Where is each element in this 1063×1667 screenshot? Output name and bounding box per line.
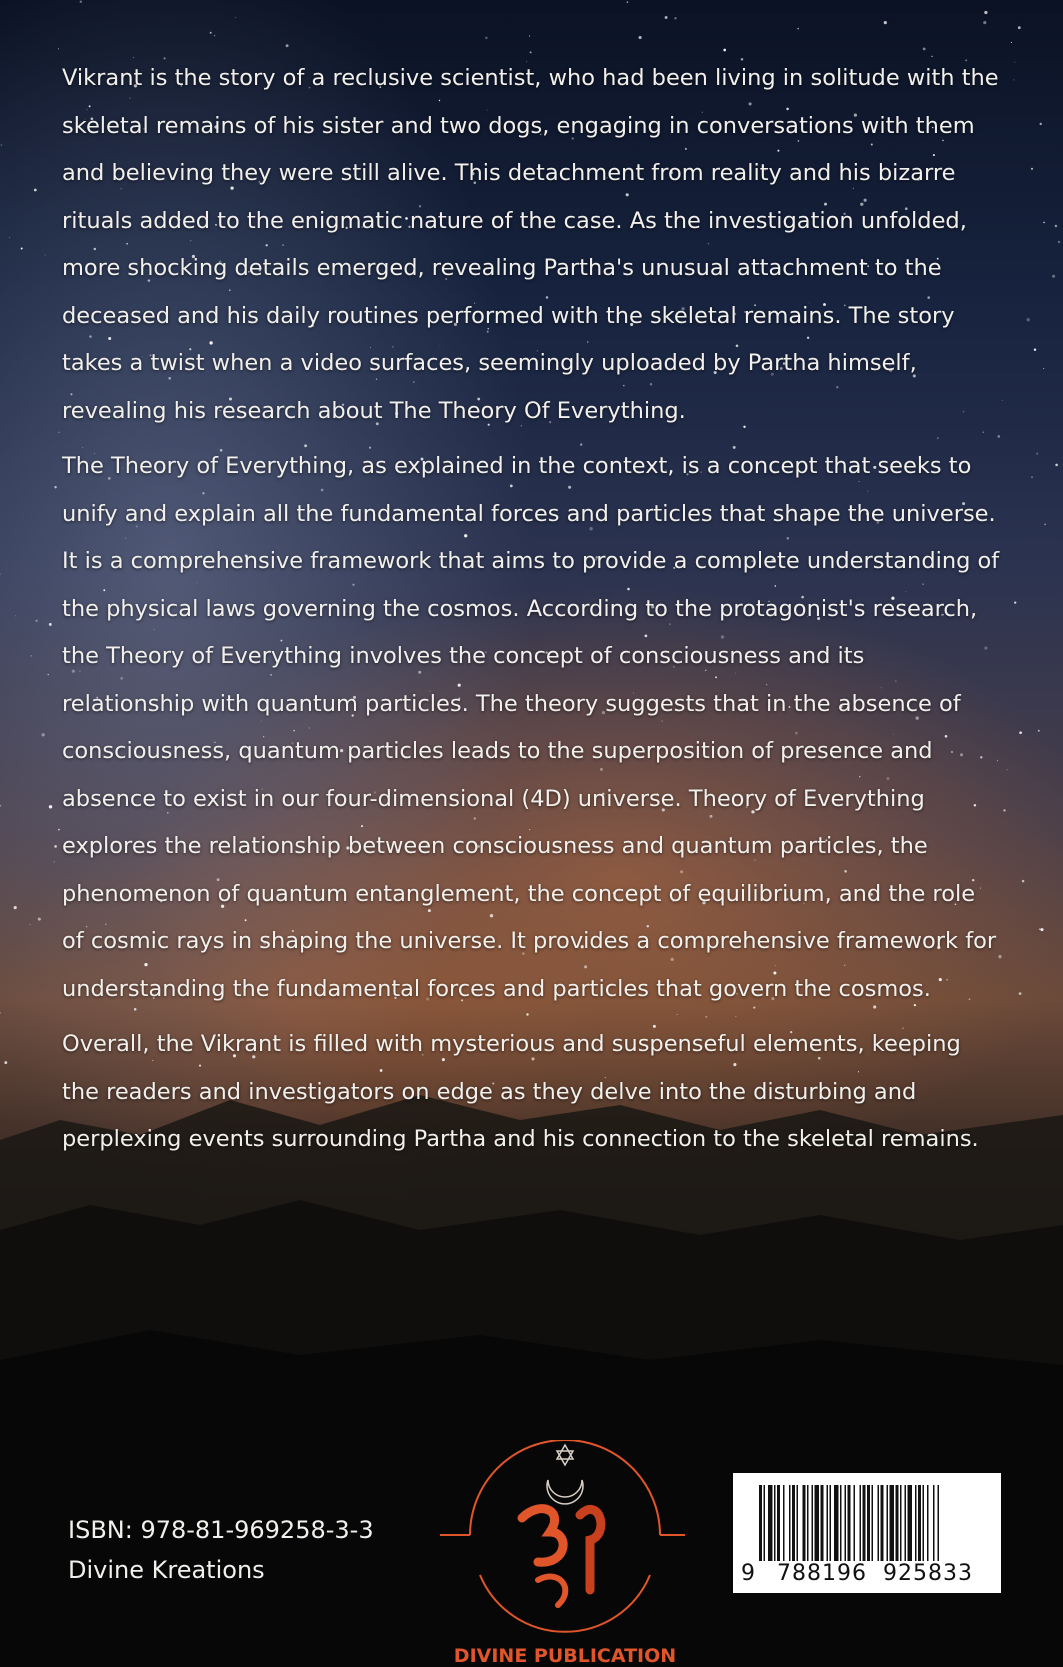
barcode-bar (918, 1485, 921, 1561)
star (626, 1, 628, 3)
star (1011, 42, 1012, 43)
isbn-barcode (733, 1473, 1001, 1593)
blurb-text (62, 55, 1002, 1172)
barcode-bar (834, 1485, 839, 1561)
star (1014, 62, 1015, 63)
star (665, 16, 668, 19)
star (59, 432, 60, 433)
star (48, 674, 49, 675)
barcode-bar (923, 1485, 925, 1561)
star (54, 845, 57, 848)
barcode-bar (792, 1485, 795, 1561)
star (58, 48, 59, 49)
star (21, 248, 23, 250)
star (1027, 318, 1030, 321)
star (530, 51, 532, 53)
star (210, 32, 212, 34)
star (1043, 368, 1044, 369)
star (639, 36, 642, 39)
star (674, 17, 676, 19)
barcode-bar (900, 1485, 902, 1561)
star (1019, 992, 1022, 995)
star (49, 623, 52, 626)
star (214, 35, 215, 36)
star (1040, 123, 1042, 125)
barcode-bar (867, 1485, 870, 1561)
star (797, 28, 799, 30)
star (34, 189, 37, 192)
star (1058, 241, 1060, 243)
star (38, 918, 41, 921)
star (1055, 464, 1058, 467)
blurb-paragraph-1: Vikrant is the story of a reclusive scientist, who had been living in solitude with the skeletal remains of his sister and two dogs, engaging in conversations with them and believing they were still alive. This detachment from reality and his bizarre rituals added to the enigmatic nature of the case. As the investigation unfolded, more shocking details emerged, revealing Partha's unusual attachment to the deceased and his daily routines performed with the skeletal remains. The story takes a twist when a video surfaces, seemingly uploaded by Partha himself, revealing his research about The Theory Of Everything. (62, 65, 999, 424)
star (49, 805, 52, 808)
star (80, 1, 82, 3)
star (1036, 453, 1038, 455)
barcode-bar (872, 1485, 874, 1561)
blurb-paragraph-2: The Theory of Everything, as explained in the context, is a concept that seeks to unify and explain all the fundamental forces and particles that shape the universe. It is a comprehensive framework that aims to provide a complete understanding of the physical laws governing the cosmos. According to the protagonist's research, the Theory of Everything involves the concept of consciousness and its relationship with quantum particles. The theory suggests that in the absence of consciousness, quantum particles leads to the superposition of presence and absence to exist in our four-dimensional (4D) universe. Theory of Everything explores the relationship between consciousness and quantum particles, the phenomenon of quantum entanglement, the concept of equilibrium, and the role of cosmic rays in shaping the universe. It provides a comprehensive framework for understanding the fundamental forces and particles that govern the cosmos. (62, 453, 1000, 1002)
barcode-bar (815, 1485, 820, 1561)
barcode-bar (777, 1485, 780, 1561)
barcode-bar (845, 1485, 847, 1561)
barcode-bar (896, 1485, 899, 1561)
barcode-bar (821, 1485, 824, 1561)
star (1040, 928, 1043, 931)
star (58, 829, 60, 831)
barcode-bar (797, 1485, 799, 1561)
star (1018, 26, 1021, 29)
star (1039, 928, 1040, 929)
barcode-bar (807, 1485, 809, 1561)
star (54, 486, 56, 488)
barcode-bar (783, 1485, 785, 1561)
barcode-bar (830, 1485, 832, 1561)
barcode-bar (764, 1485, 766, 1561)
barcode-bar (840, 1485, 842, 1561)
barcode-bar (915, 1485, 917, 1561)
barcode-bar (803, 1485, 806, 1561)
star (1043, 222, 1044, 223)
barcode-bar (890, 1485, 895, 1561)
star (1052, 275, 1055, 278)
star (723, 49, 726, 52)
star (15, 616, 16, 617)
barcode-bar (905, 1485, 907, 1561)
star (235, 17, 236, 18)
star (286, 44, 289, 47)
star (45, 254, 46, 255)
star (30, 924, 31, 925)
star (42, 733, 45, 736)
star (529, 35, 530, 36)
barcode-bar (933, 1485, 935, 1561)
star (923, 48, 926, 51)
star (35, 620, 37, 622)
barcode-bar (812, 1485, 814, 1561)
barcode-bar (878, 1485, 880, 1561)
divine-publication-logo (440, 1440, 690, 1665)
barcode-bar (789, 1485, 791, 1561)
star (984, 11, 987, 14)
star (1044, 524, 1046, 526)
barcode-digits-group-1: 788196 (777, 1561, 867, 1586)
star (1031, 476, 1033, 478)
barcode-bar (908, 1485, 913, 1561)
publication-info (68, 1510, 374, 1590)
star (1003, 809, 1005, 811)
star (0, 805, 1, 807)
star (1038, 730, 1040, 732)
barcode-bar (860, 1485, 862, 1561)
barcode-bar (863, 1485, 866, 1561)
barcode-digits (733, 1561, 1001, 1589)
star (1034, 348, 1036, 350)
barcode-bar (774, 1485, 776, 1561)
barcode-bar (854, 1485, 856, 1561)
star (0, 574, 1, 575)
barcode-bar (768, 1485, 773, 1561)
star (485, 37, 488, 40)
barcode-bar (881, 1485, 884, 1561)
barcode-bar (759, 1485, 762, 1561)
barcode-bar (848, 1485, 851, 1561)
blurb-paragraph-3: Overall, the Vikrant is filled with mysterious and suspenseful elements, keeping the readers and investigators on edge as they delve into the disturbing and perplexing events surrounding Partha and his connection to the skeletal remains. (62, 1031, 979, 1152)
star (14, 906, 17, 909)
star (0, 144, 2, 146)
star (31, 655, 32, 656)
barcode-digits-group-2: 925833 (883, 1561, 973, 1586)
barcode-bars (733, 1473, 1001, 1563)
barcode-digit-first: 9 (741, 1561, 756, 1586)
barcode-bar (927, 1485, 929, 1561)
star (1031, 168, 1033, 170)
star (54, 861, 55, 862)
star (1055, 225, 1057, 227)
star (1014, 601, 1016, 603)
barcode-bar (827, 1485, 829, 1561)
publisher-name: Divine Kreations (68, 1556, 265, 1584)
barcode-bar (938, 1485, 940, 1561)
star (1013, 79, 1014, 80)
star (983, 21, 986, 24)
barcode-bar (887, 1485, 889, 1561)
star (1019, 731, 1022, 734)
logo-text: DIVINE PUBLICATION (453, 1645, 677, 1665)
star (1022, 880, 1025, 883)
star (9, 237, 10, 238)
isbn-text: ISBN: 978-81-969258-3-3 (68, 1516, 374, 1544)
star (1006, 769, 1007, 770)
star (884, 21, 887, 24)
